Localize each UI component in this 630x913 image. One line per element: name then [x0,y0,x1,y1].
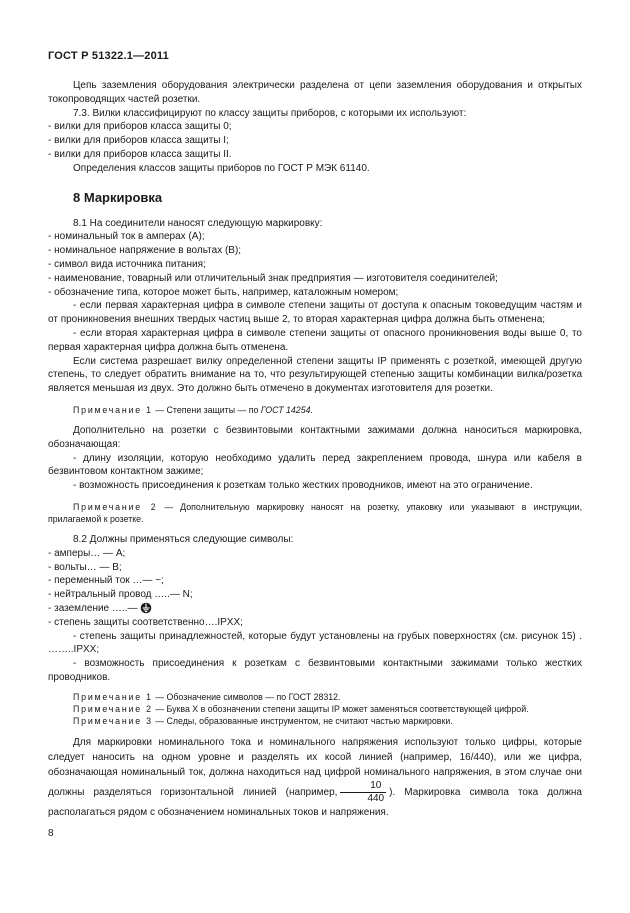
paragraph-text: ). Маркировка символа тока должна располагаться рядом с обозначением номинальных токов и напряжения. [48,786,582,818]
page-number: 8 [48,828,54,839]
list-item: - если первая характерная цифра в символе степени защиты от доступа к опасным токоведущим частям и от проникновения внешних твердых частиц выше 2, то вторая характерная цифра должна быть отменена; [48,300,582,326]
symbol-neutral: - нейтральный провод …..— N; [48,589,193,601]
note-text: — Следы, образованные инструментом, не считают частью маркировки. [152,715,453,726]
fraction-numerator: 10 [340,780,386,793]
note-symbols-3 [48,715,582,727]
earth-ground-icon [140,602,152,614]
list-item: - длину изоляции, которую необходимо удалить перед закреплением провода, шнура или кабеля в безвинтовом контактном зажиме; [48,452,582,478]
note-symbols-2 [48,703,582,715]
symbol-ground [48,602,582,616]
symbol-ac: - переменный ток …— ~; [48,575,164,587]
page-content [48,79,582,820]
list-item: - возможность присоединения к розеткам только жестких проводников, имеют на это ограничение. [73,480,533,492]
symbol-accessories: - степень защиты принадлежностей, которые будут установлены на грубых поверхностях (см. рисунок 15) . ……..IPXX; [48,630,582,656]
paragraph-8-2: 8.2 Должны применяться следующие символы: [73,533,294,545]
list-item: - вилки для приборов класса защиты II. [48,148,232,160]
section-title: 8 Маркировка [73,189,163,205]
list-item: - вилки для приборов класса защиты I; [48,135,229,147]
symbol-volts: - вольты… — В; [48,561,122,573]
list-item: - обозначение типа, которое может быть, например, каталожным номером; [48,286,399,298]
symbol-screwless: - возможность присоединения к розеткам с безвинтовыми контактными зажимами только жестких проводников. [48,658,582,683]
note-reference: ГОСТ 14254. [260,404,313,415]
note-label: Примечание 2 [73,703,153,714]
note-label: Примечание 1 [73,691,153,702]
symbol-amperes: - амперы… — А; [48,547,126,559]
paragraph-current-marking [48,735,582,820]
list-item: - номинальный ток в амперах (А); [48,231,205,243]
symbol-ipxx: - степень защиты соответственно….IPXX; [48,616,243,628]
list-item: - наименование, товарный или отличительный знак предприятия — изготовителя соединителей; [48,272,498,284]
note-text: — Дополнительную маркировку наносят на розетку, упаковку или указывают в инструкции, прилагаемой к розетке. [48,501,583,524]
note-label: Примечание 1 [73,404,153,415]
note-symbols-1 [48,691,582,703]
symbol-ground-label: - заземление …..— [48,602,138,614]
note-text: — Обозначение символов — по ГОСТ 28312. [152,691,341,702]
note-1 [48,404,582,416]
list-item: - вилки для приборов класса защиты 0; [48,121,232,133]
paragraph-ip: Если система разрешает вилку определенной степени защиты IP применять с розеткой, имеющей другую степень, то следует обратить внимание на то, что результирующей степенью защиты комбинации вилка/розетка является меньшая из двух. Это должно быть отмечено в документах изготовителя для розетки. [48,355,582,395]
note-text: — Степени защиты — по [152,404,261,415]
document-header: ГОСТ Р 51322.1—2011 [48,50,169,62]
paragraph-definitions: Определения классов защиты приборов по ГОСТ Р МЭК 61140. [73,162,370,174]
note-text: — Буква X в обозначении степени защиты IP может заменяться соответствующей цифрой. [152,703,529,714]
note-label: Примечание 3 [73,715,153,726]
note-2 [48,501,582,525]
fraction-example [340,780,386,805]
paragraph-text: Для маркировки номинального тока и номинального напряжения используют только цифры, которые следует наносить на одном уровне и разделять их косой линией (например, 16/440), или же цифра, обозначающая номинальный ток, должна находиться над цифрой номинального напряжения, в этом случае они должны разделяться горизонтальной линией (например, [48,736,582,798]
list-item: - символ вида источника питания; [48,258,206,270]
fraction-denominator: 440 [367,792,385,804]
paragraph-grounding: Цепь заземления оборудования электрически разделена от цепи заземления оборудования и открытых токопроводящих частей розетки. [48,80,582,105]
list-item: - если вторая характерная цифра в символе степени защиты от опасного проникновения воды выше 0, то первая характерная цифра должна быть отменена. [48,327,582,353]
note-label: Примечание 2 [73,501,158,512]
paragraph-7-3: 7.3. Вилки классифицируют по классу защиты приборов, с которыми их используют: [73,107,467,119]
paragraph-8-1: 8.1 На соединители наносят следующую маркировку: [73,217,323,229]
paragraph-additional: Дополнительно на розетки с безвинтовыми контактными зажимами должна наноситься маркировка, обозначающая: [48,424,582,450]
list-item: - номинальное напряжение в вольтах (В); [48,245,242,257]
